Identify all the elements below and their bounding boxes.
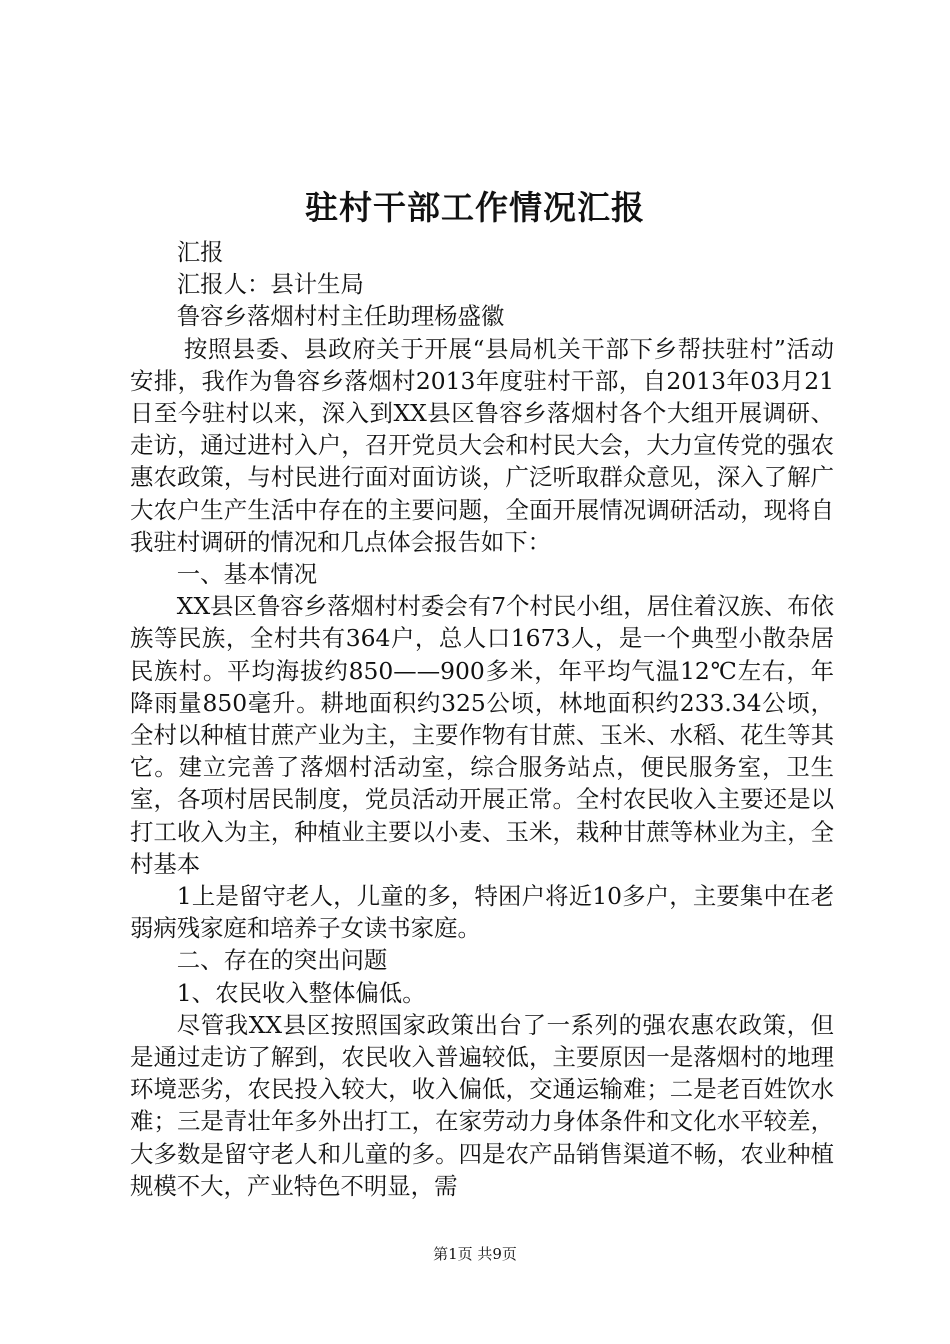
paragraph-reporter-role: 鲁容乡落烟村村主任助理杨盛徽 <box>176 302 505 331</box>
paragraph-reporter: 汇报人：县计生局 <box>176 270 364 299</box>
paragraph-introduction: 按照县委、县政府关于开展“县局机关干部下乡帮扶驻村”活动安排，我作为鲁容乡落烟村2013年度驻村干部，自2013年03月21日至今驻村以来，深入到XX县区鲁容乡落烟村各个大组开展调研、走访，通过进村入户，召开党员大会和村民大会，大力宣传党的强农惠农政策，与村民进行面对面访谈，广泛听取群众意见，深入了解广大农户生产生活中存在的主要问题，全面开展情况调研活动，现将自我驻村调研的情况和几点体会报告如下： <box>130 334 834 556</box>
paragraph-report-label: 汇报 <box>176 238 224 266</box>
subheading-low-income: 1、农民收入整体偏低。 <box>176 978 426 1007</box>
document-body <box>130 236 834 1202</box>
paragraph-basic-situation: XX县区鲁容乡落烟村村委会有7个村民小组，居住着汉族、布依族等民族，全村共有364户，总人口1673人，是一个典型小散杂居民族村。平均海拔约850——900多米，年平均气温12℃左右，年降雨量850毫升。耕地面积约325公顷，林地面积约233.34公顷，全村以种植甘蔗产业为主，主要作物有甘蔗、玉米、水稻、花生等其它。建立完善了落烟村活动室，综合服务站点，便民服务室，卫生室，各项村居民制度，党员活动开展正常。全村农民收入主要还是以打工收入为主，种植业主要以小麦、玉米，栽种甘蔗等林业为主，全村基本 <box>130 592 834 878</box>
section-heading-problems: 二、存在的突出问题 <box>176 946 388 975</box>
page-number-footer: 第1页 共9页 <box>433 1245 517 1263</box>
document-title: 驻村干部工作情况汇报 <box>305 188 645 227</box>
paragraph-basic-situation-continued: 1上是留守老人，儿童的多，特困户将近10多户，主要集中在老弱病残家庭和培养子女读书家庭。 <box>130 882 834 943</box>
paragraph-low-income: 尽管我XX县区按照国家政策出台了一系列的强农惠农政策，但是通过走访了解到，农民收入普遍较低，主要原因一是落烟村的地理环境恶劣，农民投入较大，收入偏低，交通运输难；二是老百姓饮水难；三是青壮年多外出打工，在家劳动力身体条件和文化水平较差，大多数是留守老人和儿童的多。四是农产品销售渠道不畅，农业种植规模不大，产业特色不明显，需 <box>130 1010 834 1200</box>
section-heading-basic-situation: 一、基本情况 <box>176 560 318 589</box>
